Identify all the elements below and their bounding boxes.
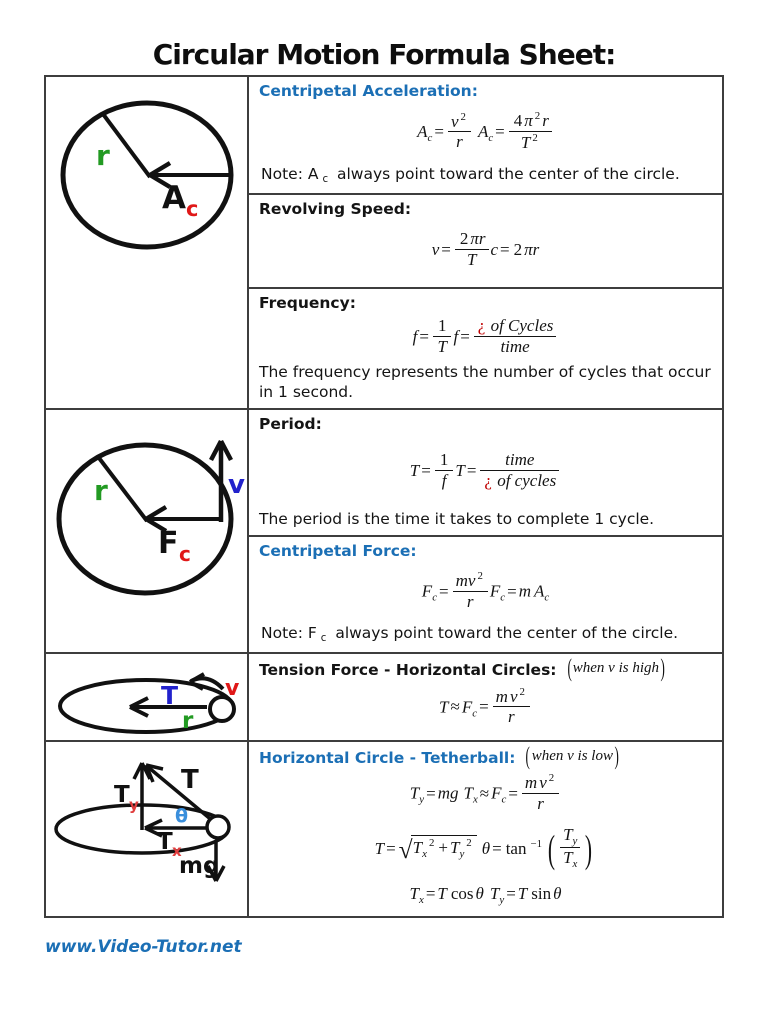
note-text: Note: A c always point toward the center of the circle. [261, 165, 680, 186]
qualifier: ( when v is low ) [525, 742, 619, 770]
section-period [247, 408, 722, 535]
section-heading: Period: [259, 415, 322, 433]
radius-line [103, 114, 150, 177]
radius-label: r [94, 474, 108, 507]
qualifier: ( when v is high ) [566, 654, 665, 682]
circle-acceleration-drawing [46, 77, 247, 408]
velocity-label: v [225, 676, 240, 701]
formula: $T_y$ = mg $T_x \approx F_c$ = $\frac{m v ^2}{r}$ [410, 774, 561, 815]
section-heading: Tension Force - Horizontal Circles: [259, 661, 557, 679]
section-tension-force [247, 652, 722, 740]
radius-label: r [96, 139, 110, 172]
diagram-horizontal-circle [46, 652, 247, 740]
formula: $F_c$ = $\frac{mv ^2}{r}$ $F_c = m$ $A_c$ [421, 570, 550, 611]
ball [207, 816, 229, 838]
formula-table [44, 75, 724, 918]
formula: f = $\frac{1}{T}$ f = $\frac{\text{¿ of Cycles}}{\text{time}}$ [413, 318, 559, 358]
section-heading: Centripetal Acceleration: [259, 82, 478, 100]
arrowhead-left-icon [190, 674, 204, 689]
theta-label: θ [175, 805, 189, 827]
diagram-tetherball [46, 740, 247, 916]
body-text: The frequency represents the number of cycles that occur in 1 second. [259, 363, 711, 401]
section-centripetal-acceleration [247, 77, 722, 193]
acceleration-label: A [162, 180, 186, 216]
ty-label: T [114, 782, 130, 808]
tx-subscript: x [172, 842, 182, 860]
circle-force-drawing [46, 410, 247, 652]
velocity-label: v [228, 470, 245, 500]
force-subscript: c [179, 542, 191, 566]
acceleration-subscript: c [186, 197, 199, 221]
formula: T = √ $T_x^2 + T_y^2$ θ = tan $^{-1}$ ( $\frac{T_y}{T_x}$ ) [374, 824, 593, 872]
section-tetherball [247, 740, 722, 916]
section-heading: Centripetal Force: [259, 542, 417, 560]
section-heading: Horizontal Circle - Tetherball: [259, 749, 516, 767]
section-centripetal-force [247, 535, 722, 652]
horizontal-circle-drawing [46, 654, 247, 740]
formula: T = $\frac{1}{f}$ T = $\frac{\text{time}}{\text{¿ of cycles}}$ [410, 452, 561, 492]
section-frequency [247, 287, 722, 408]
note-text: Note: F c always point toward the center of the circle. [261, 624, 679, 645]
section-heading: Frequency: [259, 294, 356, 312]
diagram-centripetal-force [46, 408, 247, 652]
page-title: Circular Motion Formula Sheet: [152, 38, 616, 71]
tx-label: T [157, 829, 173, 855]
formula: $T_x = T$ cos θ $T_y = T$ sin θ [409, 884, 562, 907]
formula: $A_c$ = $\frac{v ^2}{r}$ $A_c$ = $\frac{4 \pi ^2 r}{T ^2}$ [417, 112, 554, 154]
section-revolving-speed [247, 193, 722, 287]
radius-label: r [182, 708, 194, 734]
tension-label: T [181, 765, 199, 795]
body-text: The period is the time it takes to complete 1 cycle. [259, 509, 655, 528]
formula: $T \approx F_c$ = $\frac{m v ^2}{r}$ [439, 688, 532, 729]
tension-label: T [161, 681, 179, 710]
website-link[interactable]: www.Video-Tutor.net [45, 937, 242, 957]
tetherball-drawing [46, 742, 247, 918]
section-heading: Revolving Speed: [259, 200, 412, 218]
force-label: F [158, 526, 179, 561]
ty-subscript: y [129, 796, 139, 814]
formula: v = $\frac{2 \pi r}{T}$ c = 2 πr [431, 229, 540, 269]
weight-label: mg [179, 853, 220, 879]
diagram-centripetal-acceleration [46, 77, 247, 408]
